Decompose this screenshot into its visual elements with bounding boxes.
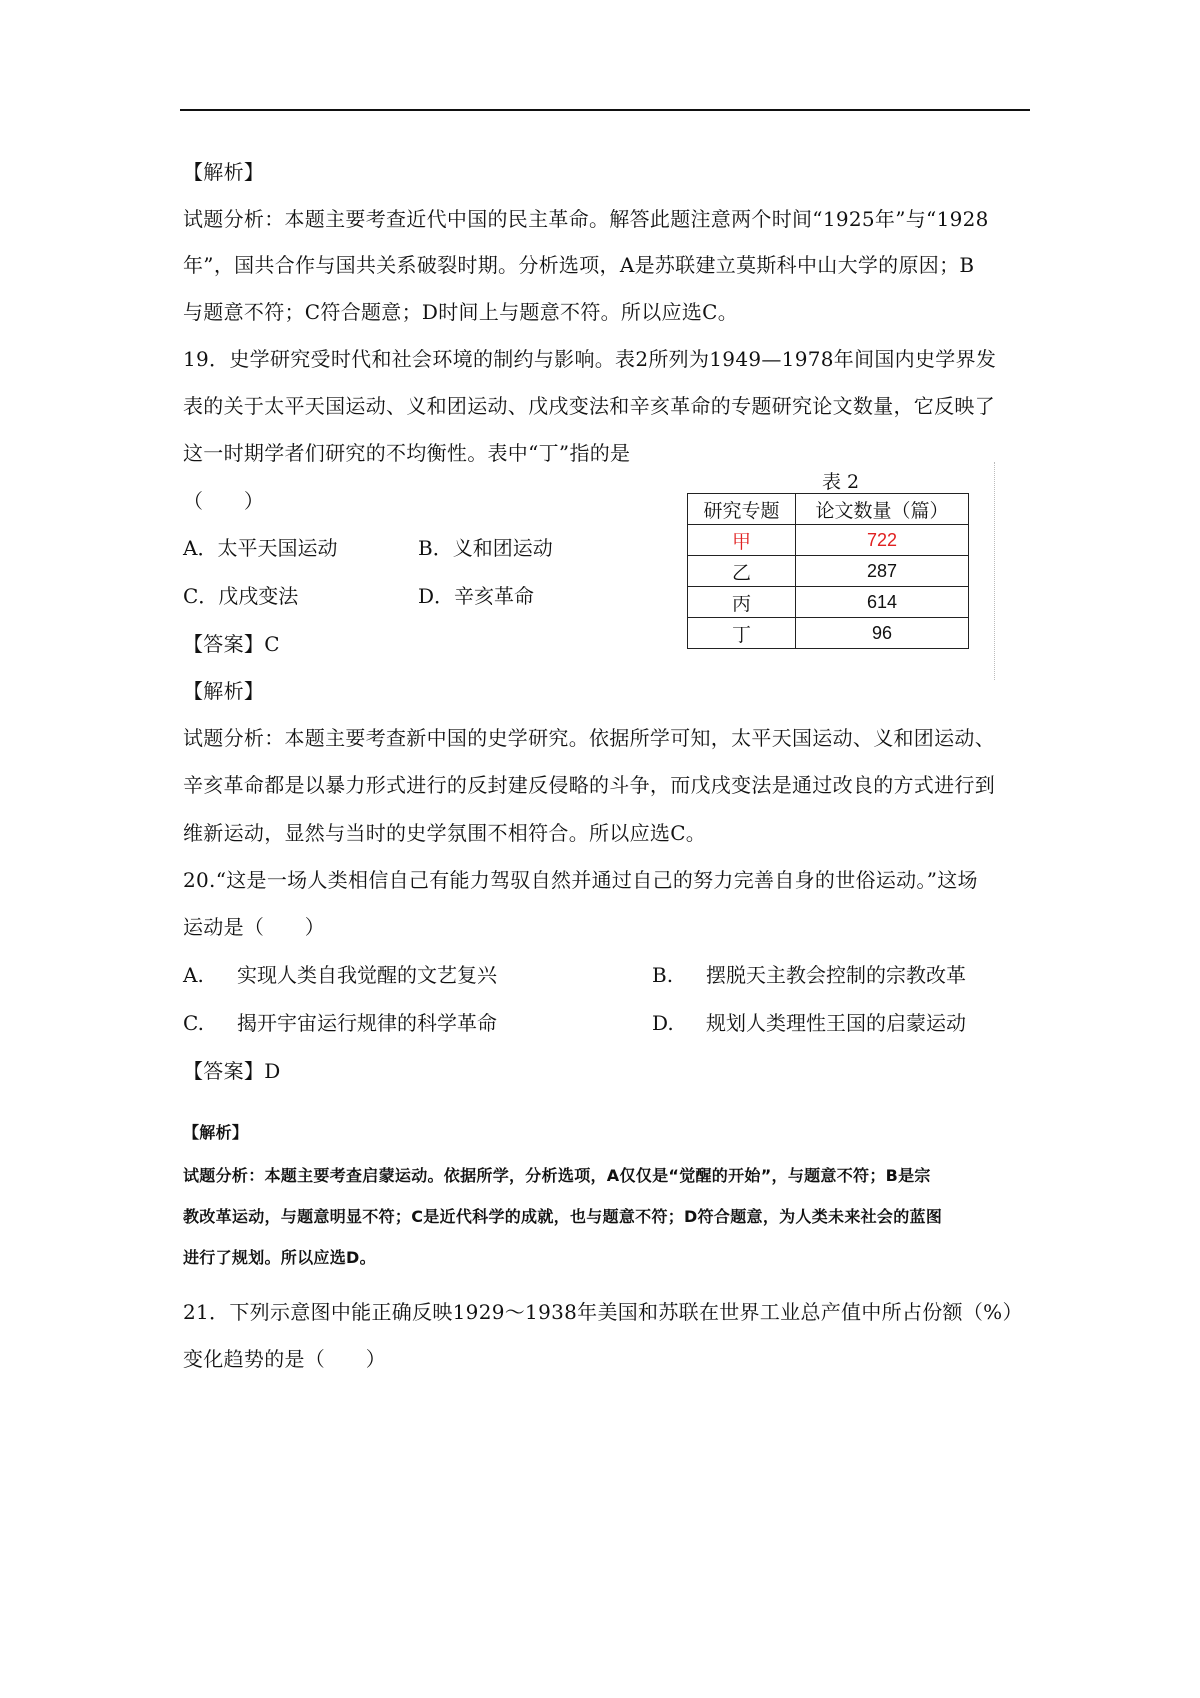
table-cell-count: 287 (796, 556, 969, 587)
q20-option-b-text: 摆脱天主教会控制的宗教改革 (706, 963, 966, 987)
table-row (688, 587, 969, 618)
table-cell-count: 722 (796, 525, 969, 556)
table-cell-topic: 丙 (688, 587, 796, 618)
q20-analysis-line-2: 教改革运动，与题意明显不符；C是近代科学的成就，也与题意不符；D符合题意，为人类未来社会的蓝图 (183, 1207, 943, 1226)
table-cell-topic: 丁 (688, 618, 796, 649)
q19-analysis-line-3: 维新运动，显然与当时的史学氛围不相符合。所以应选C。 (183, 821, 707, 845)
header-rule (180, 109, 1030, 111)
q19-analysis-heading: 【解析】 (183, 679, 265, 703)
q19-stem-line-3: 这一时期学者们研究的不均衡性。表中“丁”指的是 (183, 441, 631, 465)
q18-analysis-line-2: 年”，国共合作与国共关系破裂时期。分析选项，A是苏联建立莫斯科中山大学的原因；B (183, 253, 975, 277)
q20-option-d-letter: D. (652, 1011, 674, 1035)
table-cell-count: 96 (796, 618, 969, 649)
q20-option-c-text: 揭开宇宙运行规律的科学革命 (237, 1011, 497, 1035)
q18-analysis-line-1: 试题分析：本题主要考查近代中国的民主革命。解答此题注意两个时间“1925年”与“1928 (183, 207, 989, 231)
table-row (688, 556, 969, 587)
table-cell-topic: 甲 (688, 525, 796, 556)
q18-analysis-line-3: 与题意不符；C符合题意；D时间上与题意不符。所以应选C。 (183, 300, 739, 324)
q19-analysis-line-2: 辛亥革命都是以暴力形式进行的反封建反侵略的斗争，而戊戌变法是通过改良的方式进行到 (183, 773, 995, 797)
table-row (688, 525, 969, 556)
q20-option-a-letter: A. (183, 963, 204, 987)
q18-analysis-heading: 【解析】 (183, 160, 265, 184)
table-header-topic: 研究专题 (688, 494, 796, 525)
q19-option-d: D．辛亥革命 (418, 584, 535, 608)
q20-analysis-line-3: 进行了规划。所以应选D。 (183, 1248, 376, 1267)
q21-stem-line-2: 变化趋势的是（ ） (183, 1347, 386, 1371)
q19-stem-line-2: 表的关于太平天国运动、义和团运动、戊戌变法和辛亥革命的专题研究论文数量，它反映了 (183, 394, 995, 418)
q20-analysis-heading: 【解析】 (183, 1123, 249, 1142)
q20-stem-line-1: 20.“这是一场人类相信自己有能力驾驭自然并通过自己的努力完善自身的世俗运动。”这场 (183, 868, 978, 892)
q20-option-b-letter: B. (652, 963, 674, 987)
table-cell-topic: 乙 (688, 556, 796, 587)
q19-option-a: A．太平天国运动 (183, 536, 338, 560)
table-header-count: 论文数量（篇） (796, 494, 969, 525)
q19-analysis-line-1: 试题分析：本题主要考查新中国的史学研究。依据所学可知，太平天国运动、义和团运动、 (183, 726, 995, 750)
q21-stem-line-1: 21．下列示意图中能正确反映1929～1938年美国和苏联在世界工业总产值中所占份额（%） (183, 1300, 1023, 1324)
q19-paren: （ ） (183, 489, 265, 513)
topic-count-table (687, 493, 969, 649)
table-cell-count: 614 (796, 587, 969, 618)
q19-option-b: B．义和团运动 (418, 536, 553, 560)
q20-option-c-letter: C. (183, 1011, 204, 1035)
q20-option-a-text: 实现人类自我觉醒的文艺复兴 (237, 963, 497, 987)
q19-option-c: C．戊戌变法 (183, 584, 299, 608)
q20-stem-line-2: 运动是（ ） (183, 915, 326, 939)
q20-answer: 【答案】D (183, 1059, 281, 1083)
q19-answer: 【答案】C (183, 632, 280, 656)
table-caption: 表 2 (822, 471, 860, 493)
q20-analysis-line-1: 试题分析：本题主要考查启蒙运动。依据所学，分析选项，A仅仅是“觉醒的开始”，与题意不符；B是宗 (183, 1166, 931, 1185)
table-row (688, 618, 969, 649)
table-header-row (688, 494, 969, 525)
q20-option-d-text: 规划人类理性王国的启蒙运动 (706, 1011, 966, 1035)
table-crop-edge (994, 462, 995, 680)
q19-stem-line-1: 19．史学研究受时代和社会环境的制约与影响。表2所列为1949—1978年间国内史学界发 (183, 347, 997, 371)
